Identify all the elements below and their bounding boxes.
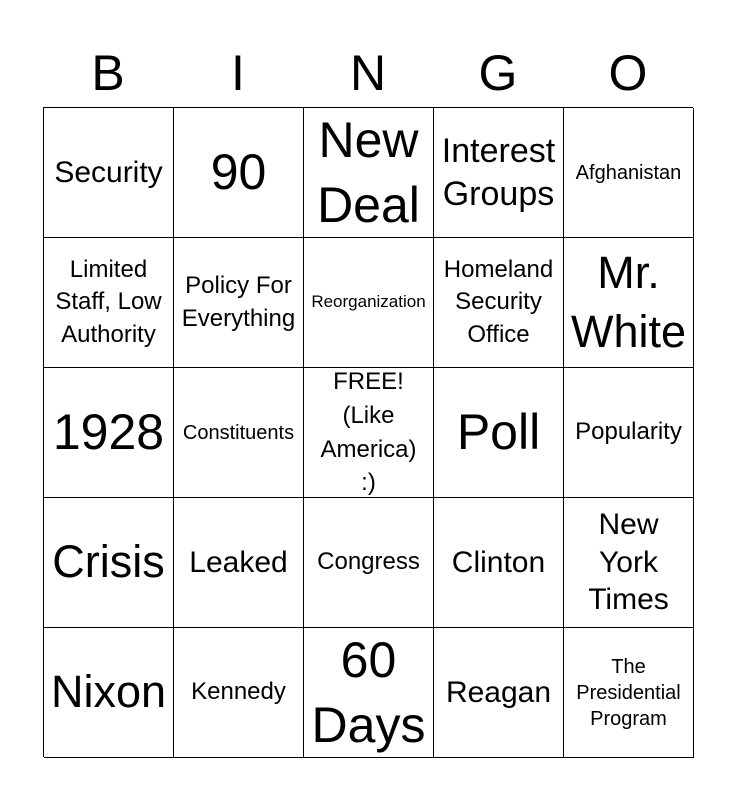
bingo-cell[interactable] <box>44 108 174 238</box>
bingo-cell-label: Congress <box>317 548 420 576</box>
bingo-cell-label: Interest Groups <box>441 132 556 213</box>
free-space-cell[interactable] <box>304 368 434 498</box>
bingo-cell-label: Constituents <box>182 421 295 444</box>
bingo-cell[interactable] <box>304 628 434 758</box>
bingo-cell-label: Leaked <box>189 545 288 579</box>
bingo-cell[interactable] <box>564 238 694 368</box>
bingo-cell-label: The Presidential Program <box>576 655 681 730</box>
bingo-cell-label: Security <box>54 155 163 189</box>
header-letter-i: I <box>231 45 245 101</box>
bingo-cell[interactable] <box>174 238 304 368</box>
bingo-cell[interactable] <box>304 108 434 238</box>
bingo-cell-label: Mr. White <box>570 247 687 357</box>
bingo-cell-label: Poll <box>456 404 541 460</box>
bingo-cell[interactable] <box>304 498 434 628</box>
bingo-cell-label: Clinton <box>451 545 546 579</box>
free-space-label: FREE! (Like America) :) <box>320 368 417 497</box>
header-letter-g: G <box>478 45 518 101</box>
bingo-cell[interactable] <box>434 108 564 238</box>
bingo-cell-label: Kennedy <box>191 678 286 706</box>
bingo-cell[interactable] <box>44 238 174 368</box>
bingo-cell[interactable] <box>44 628 174 758</box>
bingo-cell[interactable] <box>44 498 174 628</box>
bingo-cell[interactable] <box>174 498 304 628</box>
bingo-cell-label: Limited Staff, Low Authority <box>55 255 162 348</box>
bingo-cell-label: Policy For Everything <box>181 272 296 332</box>
bingo-cell-label: Nixon <box>50 666 167 718</box>
bingo-cell-label: Crisis <box>52 536 165 588</box>
bingo-cell-label: New Deal <box>317 111 420 233</box>
bingo-cell-label: Reorganization <box>311 292 426 312</box>
header-letter-n: N <box>349 45 387 101</box>
bingo-cell[interactable] <box>174 108 304 238</box>
bingo-cell[interactable] <box>434 498 564 628</box>
bingo-cell[interactable] <box>564 368 694 498</box>
bingo-cell-label: Homeland Security Office <box>443 255 554 348</box>
bingo-cell[interactable] <box>434 368 564 498</box>
bingo-cell[interactable] <box>174 368 304 498</box>
bingo-cell-label: Popularity <box>575 418 682 446</box>
bingo-cell[interactable] <box>564 498 694 628</box>
bingo-cell-label: 60 Days <box>311 631 426 753</box>
bingo-cell[interactable] <box>174 628 304 758</box>
bingo-cell[interactable] <box>564 628 694 758</box>
bingo-cell[interactable] <box>564 108 694 238</box>
header-letter-o: O <box>608 45 648 101</box>
bingo-cell-label: Reagan <box>445 675 552 709</box>
bingo-cell[interactable] <box>304 238 434 368</box>
bingo-cell-label: Afghanistan <box>575 161 682 184</box>
bingo-cell-label: 90 <box>210 144 267 200</box>
bingo-cell-label: New York Times <box>588 508 669 617</box>
bingo-board <box>43 107 693 757</box>
bingo-cell[interactable] <box>434 238 564 368</box>
bingo-header <box>43 40 693 106</box>
bingo-cell-label: 1928 <box>52 404 165 460</box>
bingo-cell[interactable] <box>44 368 174 498</box>
header-letter-b: B <box>91 45 125 101</box>
bingo-cell[interactable] <box>434 628 564 758</box>
